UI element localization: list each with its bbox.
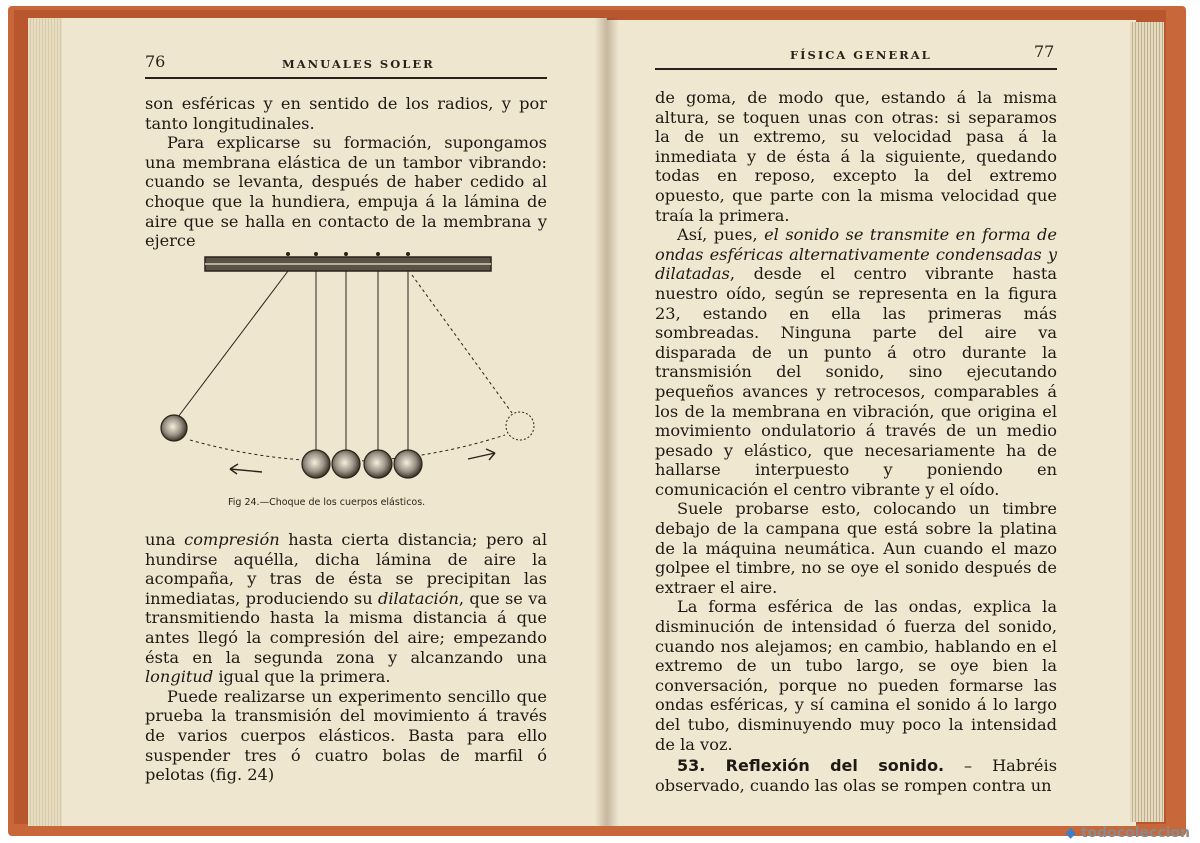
- left-page-number: 76: [145, 52, 166, 71]
- right-ball-thread-dashed: [412, 275, 512, 413]
- emphasis-ondas: el sonido se transmite en forma de ondas esféricas alternativamente condensadas y dilatadas: [655, 225, 1057, 284]
- right-page-edges: [1130, 22, 1164, 822]
- watermark-logo-icon: ◆: [1065, 825, 1076, 841]
- left-text-top: [145, 94, 547, 251]
- watermark: [1065, 825, 1190, 841]
- right-p2-text-1: Así, pues,: [677, 225, 765, 245]
- ball-3: [364, 450, 392, 478]
- book-gutter: [595, 18, 619, 826]
- left-paragraph-3: [145, 530, 547, 687]
- ball-outline-right: [506, 412, 534, 440]
- left-p3-text-3: , que se va transmitiendo hasta la misma distancia á que antes llegó la compresión del aire; empezando ésta en la segunda zona y alcanzando una: [145, 588, 547, 667]
- section-text: – Habréis observado, cuando las olas se rompen contra un: [655, 756, 1057, 795]
- ball-2: [332, 450, 360, 478]
- emphasis-longitud: longitud: [145, 667, 214, 687]
- arrow-left: [230, 464, 262, 474]
- ball-1: [302, 450, 330, 478]
- left-running-head: MANUALES SOLER: [282, 57, 435, 71]
- left-text-bottom: [145, 530, 547, 785]
- right-header-rule: [655, 68, 1057, 70]
- emphasis-dilatacion: dilatación: [377, 588, 459, 608]
- right-paragraph-2: [655, 225, 1057, 499]
- right-paragraph-1: de goma, de modo que, estando á la misma altura, se toquen unas con otras: si separamos la de un extremo, su velocidad pasa á la inmediata y de ésta á la siguiente, quedando todas en reposo, excepto la del extremo opuesto, que parte con la misma velocidad que traía la primera.: [655, 88, 1057, 225]
- section-heading: 53. Reflexión del sonido.: [677, 756, 945, 776]
- hook-2: [315, 253, 318, 256]
- left-paragraph-1: son esféricas y en sentido de los radios, y por tanto longitudinales.: [145, 94, 547, 133]
- left-p3-text-2: hasta cierta distancia; pero al hundirse aquélla, dicha lámina de aire la acompaña, y tras de ésta se precipitan las inmediatas, produciendo su: [145, 530, 547, 608]
- ball-4: [394, 450, 422, 478]
- right-running-head: FÍSICA GENERAL: [790, 48, 932, 62]
- figure-colliding-balls: [150, 245, 545, 485]
- left-ball-thread: [175, 271, 288, 421]
- arrow-right: [468, 449, 495, 460]
- hook-1: [287, 253, 290, 256]
- watermark-text: todocoleccion: [1080, 825, 1190, 841]
- left-paragraph-4: Puede realizarse un experimento sencillo que prueba la transmisión del movimiento á través de varios cuerpos elásticos. Basta para ello suspender tres ó cuatro bolas de marfil ó pelotas (fig. 24): [145, 686, 547, 785]
- right-p2-text-2: , desde el centro vibrante hasta nuestro oído, según se representa en la figura 23, estando en ella las primeras más sombreadas. Ninguna parte del aire va disparada de un punto á otro durante la transmisión del sonido, sino ejecutando pequeños avances y retrocesos, comparables á los de la membrana en vibración, que origina el movimiento ondulatorio á través de un medio pesado y elástico, que necesariamente ha de hallarse interpuesto y poniendo en comunicación el centro vibrante y el oído.: [655, 264, 1057, 499]
- right-paragraph-4: La forma esférica de las ondas, explica la disminución de intensidad ó fuerza del sonido, cuando nos alejamos; en cambio, hablando en el extremo de un tubo largo, se oye bien la conversación, porque no pueden formarse las ondas esféricas, y sí camina el sonido á lo largo del tubo, disminuyendo muy poco la intensidad de la voz.: [655, 597, 1057, 754]
- hook-5: [407, 253, 410, 256]
- left-p3-text-4: igual que la primera.: [213, 667, 391, 687]
- figure-caption: Fig 24.—Choque de los cuerpos elásticos.: [228, 497, 426, 508]
- emphasis-compresion: compresión: [184, 530, 280, 549]
- left-paragraph-2: Para explicarse su formación, supongamos una membrana elástica de un tambor vibrando: cuando se levanta, después de haber cedido al choque que la hundiera, empuja á la lámina de aire que se halla en contacto de la membrana y ejerce: [145, 133, 547, 251]
- left-p3-text-1: una: [145, 530, 185, 549]
- right-text: [655, 88, 1057, 795]
- left-page-edges: [28, 18, 64, 826]
- right-paragraph-3: Suele probarse esto, colocando un timbre debajo de la campana que está sobre la platina de la máquina neumática. Aun cuando el mazo golpee el timbre, no se oye el sonido después de extraer el aire.: [655, 499, 1057, 597]
- left-header-rule: [145, 77, 547, 79]
- right-section-53: [655, 756, 1057, 795]
- hook-4: [377, 253, 380, 256]
- right-page-number: 77: [1034, 42, 1055, 61]
- hook-3: [345, 253, 348, 256]
- ball-raised-left: [161, 415, 187, 441]
